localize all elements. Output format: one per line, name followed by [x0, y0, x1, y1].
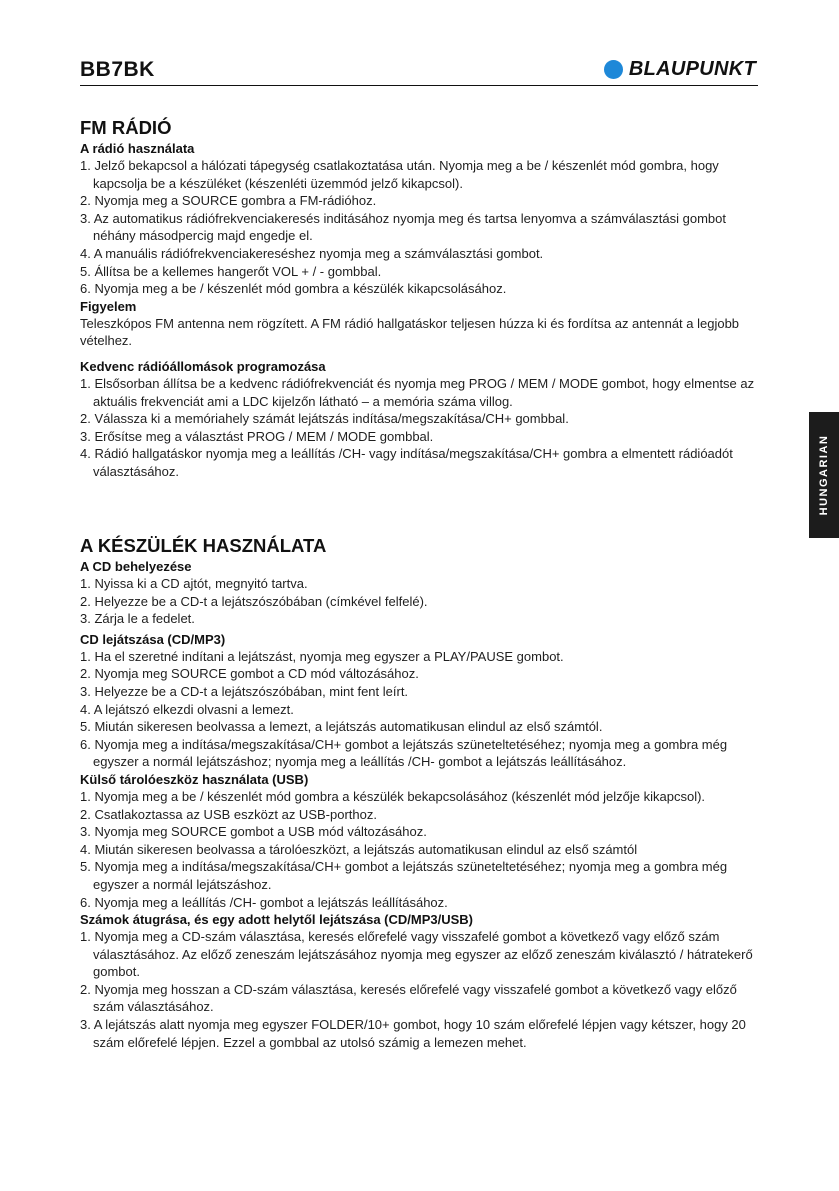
model-name: BB7BK [80, 58, 155, 81]
list-item: 5. Állítsa be a kellemes hangerőt VOL + / - gombbal. [80, 263, 382, 279]
list-item: 1. Ha el szeretné indítani a lejátszást, nyomja meg egyszer a PLAY/PAUSE gombot. [80, 648, 564, 664]
cd-play-list [80, 648, 760, 771]
list-item: 2. Helyezze be a CD-t a lejátszószóbában (címkével felfelé). [80, 593, 428, 609]
fm-radio-title: FM RÁDIÓ [80, 117, 172, 138]
list-item: 2. Nyomja meg a SOURCE gombra a FM-rádióhoz. [80, 193, 377, 209]
list-item: 6. Nyomja meg a be / készenlét mód gombra a készülék kikapcsolásához. [80, 281, 507, 297]
list-item: 3. Erősítse meg a választást PROG / MEM / MODE gombbal. [80, 428, 434, 444]
presets-list [80, 375, 760, 481]
note-title: Figyelem [80, 298, 137, 314]
list-item: 5. Nyomja meg a indítása/megszakítása/CH+ gombot a lejátszás szüneteltetéséhez; nyomja meg a gombra még egyszer a normál lejátszáshoz. [80, 859, 728, 892]
device-usage-title: A KÉSZÜLÉK HASZNÁLATA [80, 535, 327, 556]
list-item: 3. Az automatikus rádiófrekvenciakeresés inditásához nyomja meg és tartsa lenyomva a számválasztási gombot néhány másodpercig majd engedje el. [80, 210, 726, 244]
list-item: 6. Nyomja meg a indítása/megszakítása/CH+ gombot a lejátszás szüneteltetéséhez; nyomja meg a gombra még egyszer a normál lejátszáshoz; nyomja meg a leállítás /CH- gombot a lejátszás leállításához. [80, 736, 728, 770]
list-item: 1. Nyissa ki a CD ajtót, megnyitó tartva. [80, 576, 308, 591]
list-item: 2. Csatlakoztassa az USB eszközt az USB-porthoz. [80, 806, 377, 822]
list-item: 2. Válassza ki a memóriahely számát lejátszás indítása/megszakítása/CH+ gombbal. [80, 411, 569, 427]
usb-title: Külső tárolóeszköz használata (USB) [80, 771, 309, 787]
usb-list [80, 788, 760, 911]
language-tab-label: HUNGARIAN [818, 434, 830, 516]
list-item: 4. A lejátszó elkezdi olvasni a lemezt. [80, 701, 294, 717]
brand-dot-icon [604, 60, 623, 79]
fm-usage-title: A rádió használata [80, 141, 195, 156]
brand-name: BLAUPUNKT [628, 58, 756, 80]
fm-usage-list [80, 157, 760, 298]
list-item: 3. Helyezze be a CD-t a lejátszószóbában, mint fent leírt. [80, 683, 409, 699]
language-tab [809, 412, 839, 538]
list-item: 1. Nyomja meg a CD-szám választása, keresés előrefelé vagy visszafelé gombot a következő vagy előző szám választásához. Az előző zeneszám lejátszásához nyomja meg egyszer az előző zeneszám kiválasztó / hátratekerő gombot. [80, 929, 753, 980]
list-item: 4. Rádió hallgatáskor nyomja meg a leállítás /CH- vagy indítása/megszakítása/CH+ gombra a elmentett rádióadót választásához. [80, 446, 733, 479]
brand-logo [604, 58, 756, 81]
skip-list [80, 928, 760, 1051]
cd-insert-list [80, 575, 760, 628]
cd-play-title: CD lejátszása (CD/MP3) [80, 631, 226, 647]
note-text: Teleszkópos FM antenna nem rögzített. A FM rádió hallgatáskor teljesen húzza ki és fordítsa az antennát a legjobb vételhez. [80, 315, 740, 349]
list-item: 1. Nyomja meg a be / készenlét mód gombra a készülék bekapcsolásához (készenlét mód jelzője kikapcsol). [80, 788, 706, 804]
list-item: 4. Miután sikeresen beolvassa a tárolóeszközt, a lejátszás automatikusan elindul az első számtól [80, 841, 638, 857]
list-item: 3. Nyomja meg SOURCE gombot a USB mód változásához. [80, 824, 427, 840]
list-item: 1. Elsősorban állítsa be a kedvenc rádiófrekvenciát és nyomja meg PROG / MEM / MODE gombot, hogy elmentse az aktuális frekvenciát ami a LDC kijelzőn látható – a memória száma villog. [80, 375, 755, 409]
cd-insert-title: A CD behelyezése [80, 559, 192, 574]
device-usage-section [80, 535, 760, 1051]
list-item: 6. Nyomja meg a leállítás /CH- gombot a lejátszás leállításához. [80, 894, 448, 910]
list-item: 4. A manuális rádiófrekvenciakereséshez nyomja meg a számválasztási gombot. [80, 245, 544, 261]
list-item: 5. Miután sikeresen beolvassa a lemezt, a lejátszás automatikusan elindul az első számtól. [80, 719, 603, 735]
list-item: 3. A lejátszás alatt nyomja meg egyszer FOLDER/10+ gombot, hogy 10 szám előrefelé lépjen vagy kétszer, hogy 20 szám előrefelé lépjen. Ezzel a gombbal az utolsó számig a lemezen mehet. [80, 1017, 746, 1050]
skip-title: Számok átugrása, és egy adott helytől lejátszása (CD/MP3/USB) [80, 912, 474, 928]
list-item: 2. Nyomja meg SOURCE gombot a CD mód változásához. [80, 666, 419, 682]
list-item: 3. Zárja le a fedelet. [80, 611, 195, 627]
presets-title: Kedvenc rádióállomások programozása [80, 358, 326, 374]
fm-radio-section [80, 117, 760, 481]
list-item: 2. Nyomja meg hosszan a CD-szám választása, keresés előrefelé vagy visszafelé gombot a következő vagy előző szám választásához. [80, 981, 737, 1015]
list-item: 1. Jelző bekapcsol a hálózati tápegység csatlakoztatása után. Nyomja meg a be / készenlét mód gombra, hogy kapcsolja be a készüléket (készenléti üzemmód jelző kikapcsol). [80, 158, 719, 191]
header-divider [80, 85, 758, 86]
